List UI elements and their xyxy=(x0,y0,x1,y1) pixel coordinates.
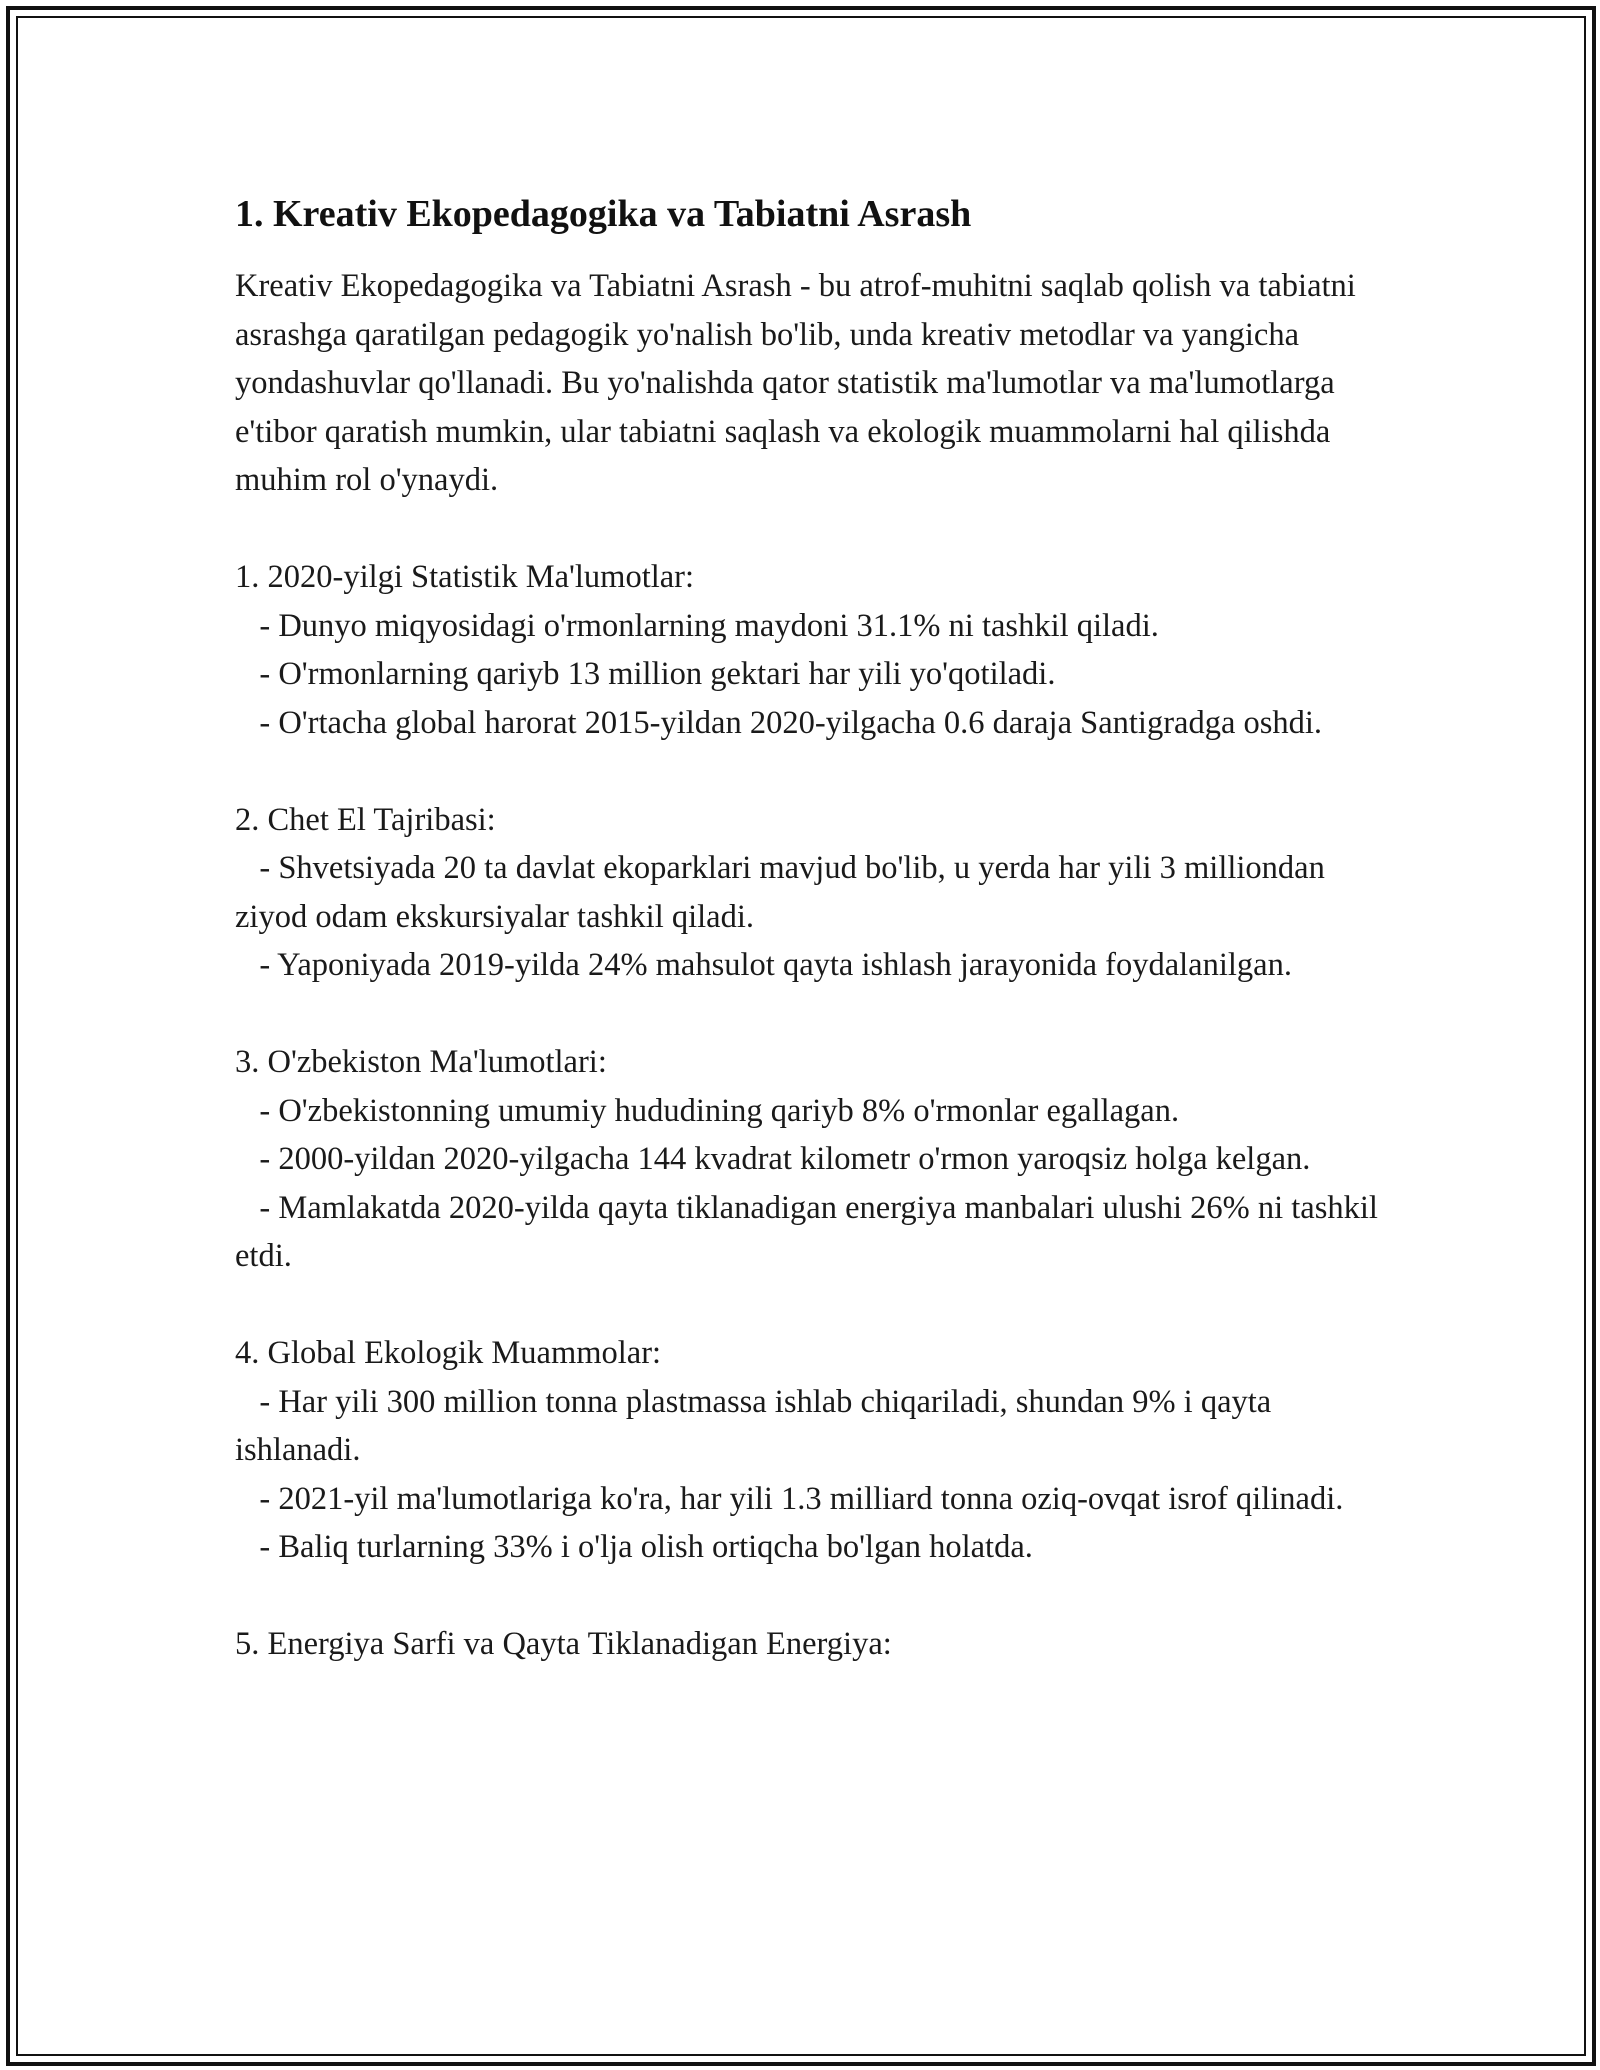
bullet-item: - Shvetsiyada 20 ta davlat ekoparklari mavjud bo'lib, u yerda har yili 3 milliondan ziyod odam ekskursiyalar tashkil qiladi. xyxy=(235,850,1325,935)
bullet-item: - Dunyo miqyosidagi o'rmonlarning maydoni 31.1% ni tashkil qiladi. xyxy=(235,607,1159,644)
bullet-item: - O'rmonlarning qariyb 13 million gektari har yili yo'qotiladi. xyxy=(235,656,1056,692)
bullet-item: - O'rtacha global harorat 2015-yildan 2020-yilgacha 0.6 daraja Santigradga oshdi. xyxy=(235,704,1323,741)
document-title: 1. Kreativ Ekopedagogika va Tabiatni Asrash xyxy=(235,193,972,235)
bullet-item: - Baliq turlarning 33% i o'lja olish ortiqcha bo'lgan holatda. xyxy=(235,1529,1033,1565)
section-4 xyxy=(235,1329,1385,1572)
section-heading: 5. Energiya Sarfi va Qayta Tiklanadigan Energiya: xyxy=(235,1626,892,1662)
bullet-item: - Har yili 300 million tonna plastmassa ishlab chiqariladi, shundan 9% i qayta ishlanadi. xyxy=(235,1383,1272,1468)
section-heading: 2. Chet El Tajribasi: xyxy=(235,801,496,838)
bullet-item: - 2000-yildan 2020-yilgacha 144 kvadrat kilometr o'rmon yaroqsiz holga kelgan. xyxy=(235,1141,1311,1177)
bullet-item: - Yaponiyada 2019-yilda 24% mahsulot qayta ishlash jarayonida foydalanilgan. xyxy=(235,947,1292,983)
section-heading: 3. O'zbekiston Ma'lumotlari: xyxy=(235,1044,607,1080)
bullet-item: - O'zbekistonning umumiy hududining qariyb 8% o'rmonlar egallagan. xyxy=(235,1092,1180,1129)
section-heading: 1. 2020-yilgi Statistik Ma'lumotlar: xyxy=(235,559,695,595)
section-2 xyxy=(235,796,1385,990)
section-1 xyxy=(235,553,1385,747)
bullet-item: - Mamlakatda 2020-yilda qayta tiklanadigan energiya manbalari ulushi 26% ni tashkil etdi. xyxy=(235,1189,1378,1274)
section-5 xyxy=(235,1620,1385,1669)
bullet-item: - 2021-yil ma'lumotlariga ko'ra, har yili 1.3 milliard tonna oziq-ovqat isrof qilinadi. xyxy=(235,1480,1344,1517)
section-3 xyxy=(235,1038,1385,1281)
intro-paragraph: Kreativ Ekopedagogika va Tabiatni Asrash - bu atrof-muhitni saqlab qolish va tabiatni asrashga qaratilgan pedagogik yo'nalish bo'lib, unda kreativ metodlar va yangicha yondashuvlar qo'llanadi. Bu yo'nalishda qator statistik ma'lumotlar va ma'lumotlarga e'tibor qaratish mumkin, ular tabiatni saqlash va ekologik muammolarni hal qilishda muhim rol o'ynaydi. xyxy=(235,268,1356,498)
section-heading: 4. Global Ekologik Muammolar: xyxy=(235,1335,662,1371)
document-body xyxy=(235,190,1385,1669)
